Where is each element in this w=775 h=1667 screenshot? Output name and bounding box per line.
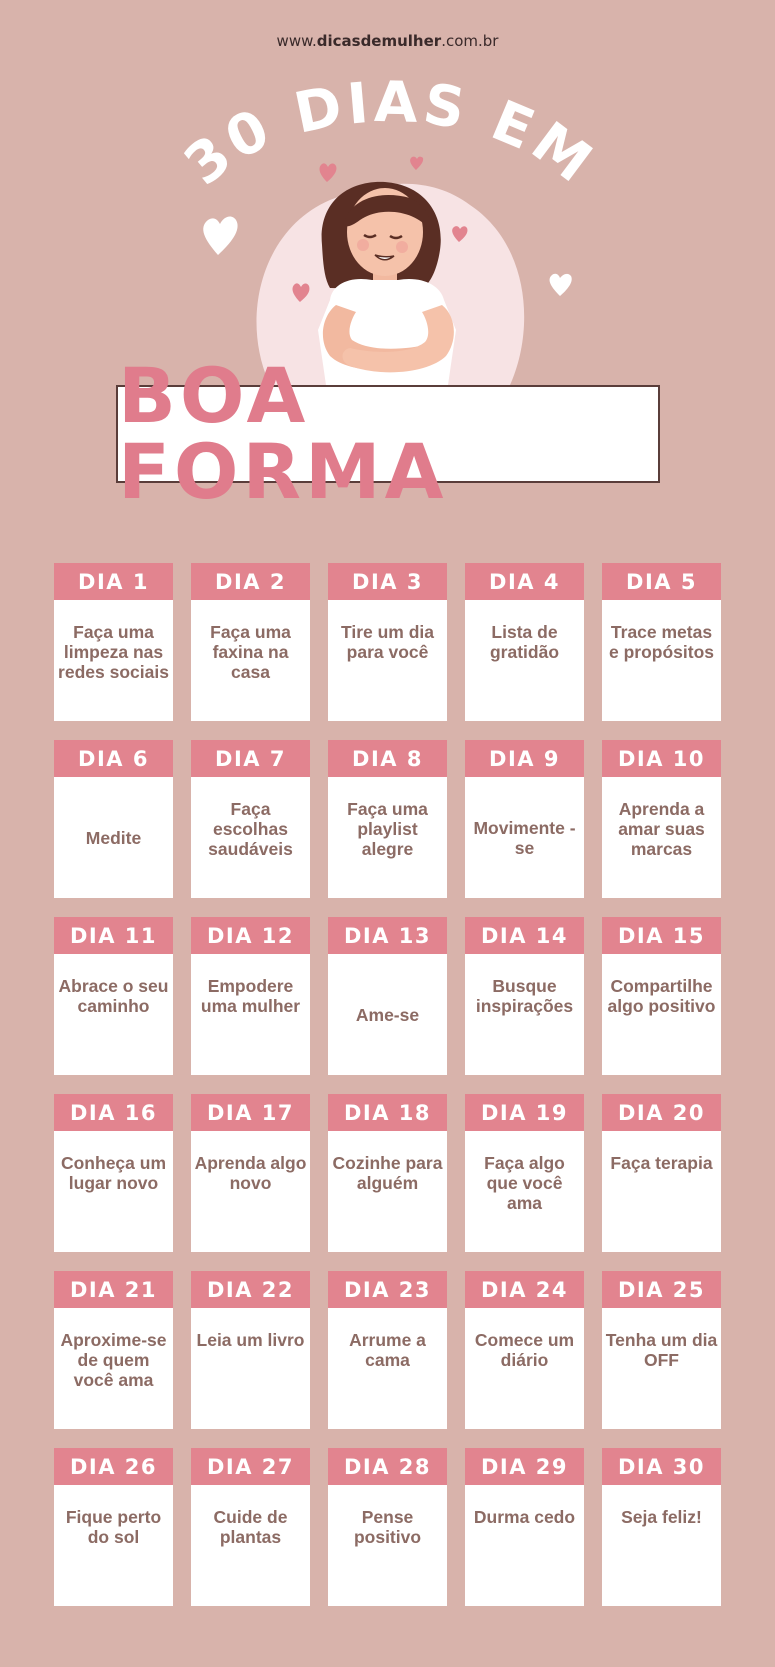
day-label: DIA 28 — [328, 1448, 447, 1485]
day-card — [602, 740, 721, 898]
day-body — [191, 600, 310, 721]
day-task: Busque inspirações — [475, 976, 574, 1016]
day-body — [54, 600, 173, 721]
day-task: Conheça um lugar novo — [60, 1153, 167, 1193]
day-label: DIA 7 — [191, 740, 310, 777]
day-card — [602, 1094, 721, 1252]
day-body — [328, 1308, 447, 1429]
day-task: Empodere uma mulher — [200, 976, 301, 1016]
day-card — [602, 917, 721, 1075]
day-task: Durma cedo — [473, 1507, 576, 1527]
day-label: DIA 13 — [328, 917, 447, 954]
day-card — [54, 1271, 173, 1429]
day-body — [191, 1131, 310, 1252]
day-label: DIA 21 — [54, 1271, 173, 1308]
day-task: Trace metas e propósitos — [608, 622, 714, 662]
day-task: Cuide de plantas — [213, 1507, 288, 1547]
day-label: DIA 23 — [328, 1271, 447, 1308]
day-task: Pense positivo — [353, 1507, 422, 1547]
day-card — [328, 1094, 447, 1252]
arc-title: 30 DIAS EM — [172, 69, 607, 199]
day-body — [54, 1131, 173, 1252]
day-task: Tenha um dia OFF — [605, 1330, 718, 1370]
day-label: DIA 11 — [54, 917, 173, 954]
day-body — [328, 954, 447, 1075]
day-body — [602, 600, 721, 721]
day-label: DIA 25 — [602, 1271, 721, 1308]
day-card — [54, 1448, 173, 1606]
day-card — [191, 1448, 310, 1606]
day-label: DIA 20 — [602, 1094, 721, 1131]
day-body — [191, 1485, 310, 1606]
day-label: DIA 8 — [328, 740, 447, 777]
day-body — [602, 1485, 721, 1606]
main-title-box — [116, 351, 660, 516]
day-card — [191, 917, 310, 1075]
day-task: Compartilhe algo positivo — [607, 976, 716, 1016]
day-card — [465, 917, 584, 1075]
day-task: Tire um dia para você — [340, 622, 435, 662]
day-card — [465, 1094, 584, 1252]
day-task: Cozinhe para alguém — [332, 1153, 443, 1193]
day-body — [465, 954, 584, 1075]
day-body — [328, 777, 447, 898]
day-task: Faça terapia — [610, 1153, 713, 1173]
day-label: DIA 15 — [602, 917, 721, 954]
day-body — [465, 1131, 584, 1252]
day-card — [191, 563, 310, 721]
day-card — [602, 1271, 721, 1429]
day-label: DIA 30 — [602, 1448, 721, 1485]
day-label: DIA 4 — [465, 563, 584, 600]
day-body — [328, 600, 447, 721]
day-label: DIA 10 — [602, 740, 721, 777]
day-body — [465, 600, 584, 721]
days-grid — [54, 563, 721, 1606]
day-card — [191, 1094, 310, 1252]
day-label: DIA 14 — [465, 917, 584, 954]
day-card — [465, 1271, 584, 1429]
day-task: Fique perto do sol — [65, 1507, 162, 1547]
day-task: Arrume a cama — [349, 1330, 426, 1370]
day-label: DIA 29 — [465, 1448, 584, 1485]
day-body — [54, 1308, 173, 1429]
day-card — [54, 563, 173, 721]
day-card — [465, 563, 584, 721]
day-task: Abrace o seu caminho — [58, 976, 169, 1016]
day-body — [465, 1308, 584, 1429]
day-task: Faça uma faxina na casa — [210, 622, 291, 682]
day-body — [54, 1485, 173, 1606]
day-label: DIA 24 — [465, 1271, 584, 1308]
day-body — [465, 777, 584, 898]
day-card — [328, 740, 447, 898]
day-body — [191, 777, 310, 898]
day-card — [191, 740, 310, 898]
day-body — [602, 1308, 721, 1429]
day-label: DIA 12 — [191, 917, 310, 954]
day-body — [54, 777, 173, 898]
day-task: Movimente -se — [473, 817, 576, 858]
day-label: DIA 16 — [54, 1094, 173, 1131]
day-task: Faça uma playlist alegre — [347, 799, 428, 859]
day-label: DIA 19 — [465, 1094, 584, 1131]
day-label: DIA 26 — [54, 1448, 173, 1485]
day-label: DIA 22 — [191, 1271, 310, 1308]
day-label: DIA 9 — [465, 740, 584, 777]
day-card — [465, 1448, 584, 1606]
day-body — [54, 954, 173, 1075]
day-task: Ame-se — [355, 1004, 420, 1025]
hero-illustration — [0, 60, 775, 390]
day-label: DIA 18 — [328, 1094, 447, 1131]
day-card — [328, 1271, 447, 1429]
day-task: Aproxime-se de quem você ama — [60, 1330, 167, 1390]
day-label: DIA 3 — [328, 563, 447, 600]
day-label: DIA 27 — [191, 1448, 310, 1485]
day-task: Comece um diário — [474, 1330, 575, 1370]
day-card — [191, 1271, 310, 1429]
heart-icon — [550, 274, 572, 296]
day-label: DIA 6 — [54, 740, 173, 777]
day-card — [465, 740, 584, 898]
day-task: Aprenda a amar suas marcas — [618, 799, 705, 859]
day-card — [328, 563, 447, 721]
day-label: DIA 5 — [602, 563, 721, 600]
day-label: DIA 17 — [191, 1094, 310, 1131]
day-body — [328, 1131, 447, 1252]
day-card — [328, 917, 447, 1075]
day-card — [602, 563, 721, 721]
site-url: www.dicasdemulher.com.br — [276, 32, 499, 50]
day-task: Faça escolhas saudáveis — [208, 799, 293, 859]
day-body — [602, 954, 721, 1075]
day-body — [191, 1308, 310, 1429]
day-card — [328, 1448, 447, 1606]
day-body — [602, 777, 721, 898]
day-card — [54, 1094, 173, 1252]
day-card — [54, 740, 173, 898]
day-task: Faça algo que você ama — [484, 1153, 565, 1213]
day-task: Faça uma limpeza nas redes sociais — [58, 622, 169, 682]
day-body — [191, 954, 310, 1075]
day-task: Aprenda algo novo — [194, 1153, 307, 1193]
day-task: Medite — [85, 827, 142, 848]
day-label: DIA 2 — [191, 563, 310, 600]
day-body — [465, 1485, 584, 1606]
day-body — [602, 1131, 721, 1252]
main-title: BOA FORMA — [118, 351, 448, 516]
heart-icon — [203, 217, 237, 255]
day-body — [328, 1485, 447, 1606]
day-card — [54, 917, 173, 1075]
day-label: DIA 1 — [54, 563, 173, 600]
day-card — [602, 1448, 721, 1606]
day-task: Leia um livro — [196, 1330, 305, 1350]
day-task: Seja feliz! — [621, 1507, 702, 1527]
day-task: Lista de gratidão — [489, 622, 560, 662]
